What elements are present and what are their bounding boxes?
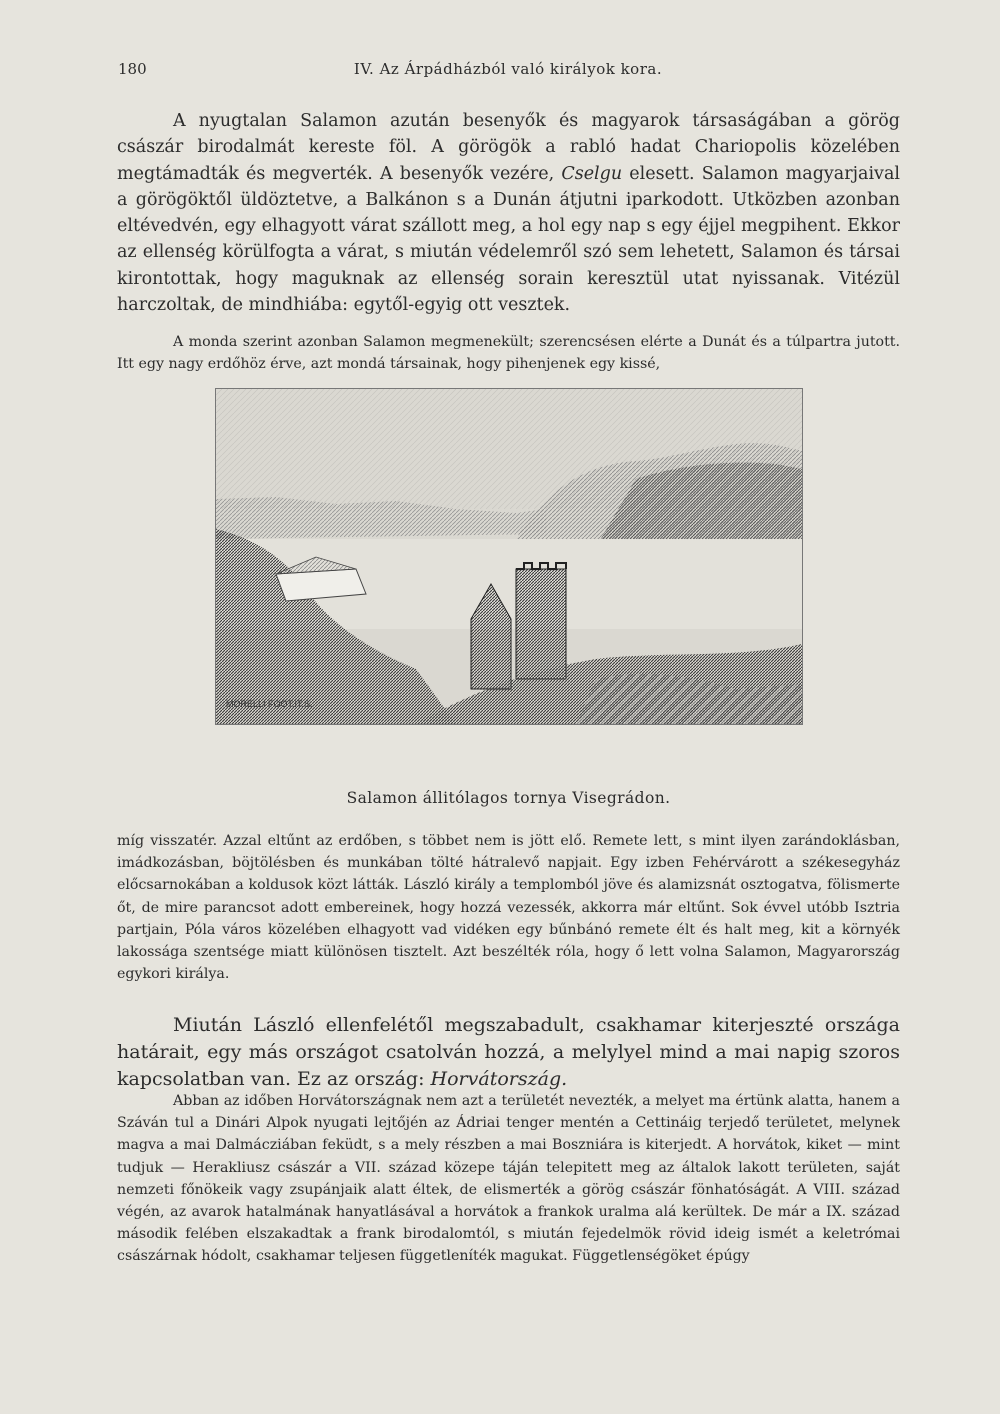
paragraph-legend-bottom — [117, 830, 900, 985]
running-title: IV. Az Árpádházból való királyok kora. — [353, 60, 663, 78]
paragraph-text-continued: elesett. Salamon magyarjaival a görögöktől üldöztetve, a Balkánon s a Dunán átjutni iparkodott. Utközben azonban eltévedvén, egy elhagyott várat szállott meg, a hol egy nap s egy éjjel megpihent. Ekkor az ellenség körülfogta a várat, s miután védelemről szó sem lehetett, Salamon és társai kirontottak, hogy maguknak az ellenség sorain keresztül utat nyissanak. Vitézül harczoltak, de mindhiába: egytől-egyig ott vesztek. — [117, 163, 900, 316]
page-number: 180 — [118, 60, 147, 78]
engraver-signature: MORELLI FOOT.IT.S. — [226, 699, 313, 709]
illustration-visegrad — [215, 388, 803, 725]
paragraph-text: Abban az időben Horvátországnak nem azt a területét nevezték, a melyet ma értünk alatta, hanem a Száván tul a Dinári Alpok nyugati lejtőjén az Ádriai tenger mentén a Cettináig terjedő területet, melynek magva a mai Dalmácziában feküdt, s a mely részben a mai Boszniára is kiterjedt. A horvátok, kiket — mint tudjuk — Herakliusz császár a VII. század közepe táján telepitett meg az általok lakott területen, saját nemzeti főnökeik vagy zsupánjaik alatt éltek, de elismerték a görög császár fönhatóságát. A VIII. század végén, az avarok hatalmának hanyatlásával a horvátok a frankok uralma alá kerültek. De már a IX. század második felében elszakadtak a frank birodalomtól, s miután fejedelmök rövid ideig ismét a keletrómai császárnak hódolt, csakhamar teljesen függetleníték magukat. Függetlenségöket épúgy — [117, 1093, 900, 1265]
paragraph-text: A monda szerint azonban Salamon megmenekült; szerencsésen elérte a Dunát és a túlpartra jutott. Itt egy nagy erdőhöz érve, azt mondá társainak, hogy pihenjenek egy kissé, — [117, 334, 900, 373]
paragraph-text: Miután László ellenfelétől megszabadult, csakhamar kiterjeszté országa határait, egy más országot csatolván hozzá, a melylyel mind a mai napig szoros kapcsolatban van. Ez az ország: — [117, 1014, 900, 1090]
paragraph-text: A nyugtalan Salamon azután besenyők és magyarok társaságában a görög császár birodalmát kereste föl. A görögök a rabló hadat Chariopolis közelében megtámadták és megverték. A besenyők vezére, — [117, 111, 900, 184]
italic-country: Horvátország. — [430, 1068, 568, 1090]
italic-name: Cselgu — [561, 163, 623, 184]
page-header — [118, 60, 898, 84]
engraving-image — [216, 389, 802, 724]
paragraph-croatia-history — [117, 1090, 900, 1268]
paragraph-salamon-flight — [117, 108, 900, 318]
paragraph-legend-top — [117, 331, 900, 375]
paragraph-croatia-intro — [117, 1012, 900, 1093]
paragraph-text: míg visszatér. Azzal eltűnt az erdőben, s többet nem is jött elő. Remete lett, s mint ilyen zarándoklásban, imádkozásban, böjtölésben és munkában tölté hátralevő napjait. Egy izben Fehérvárott a székesegyház előcsarnokában a koldusok közt látták. László király a templomból jöve és alamizsnát osztogatva, fölismerte őt, de mire parancsot adott embereinek, hogy hozzá vezessék, akkorra már eltűnt. Sok évvel utóbb Isztria partjain, Póla város közelében elhagyott vad vidéken egy bűnbánó remete élt és halt meg, kit a környék lakossága szentsége miatt különösen tisztelt. Azt beszélték róla, hogy ő lett volna Salamon, Magyarország egykori királya. — [117, 833, 900, 983]
figure-caption: Salamon állitólagos tornya Visegrádon. — [346, 789, 671, 807]
